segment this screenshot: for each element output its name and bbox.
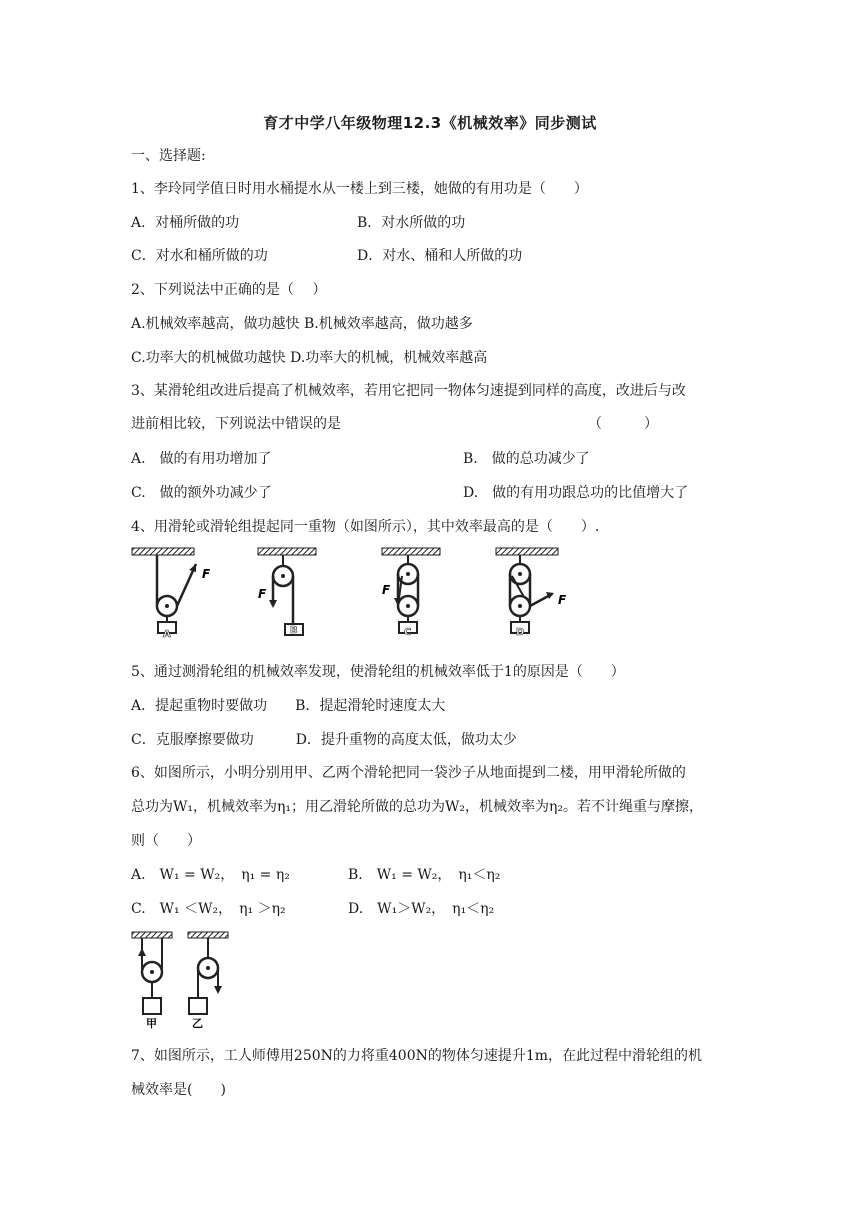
q6-stem-line2: 总功为W₁，机械效率为η₁；用乙滑轮所做的总功为W₂，机械效率为η₂。若不计绳重与摩擦， bbox=[131, 799, 704, 815]
page-title: 育才中学八年级物理12.3《机械效率》同步测试 bbox=[263, 114, 597, 132]
q3-stem-line1: 3、某滑轮组改进后提高了机械效率，若用它把同一物体匀速提到同样的高度，改进后与改 bbox=[131, 383, 686, 399]
q6-figure-jia-label: 甲 bbox=[146, 1017, 157, 1030]
q3-option-d: D. 做的有用功跟总功的比值增大了 bbox=[463, 485, 689, 501]
q2-options-line1: A.机械效率越高，做功越快 B.机械效率越高，做功越多 bbox=[131, 316, 473, 332]
q3-option-a: A. 做的有用功增加了 bbox=[131, 451, 272, 467]
q2-options-line2: C.功率大的机械做功越快 D.功率大的机械，机械效率越高 bbox=[131, 350, 488, 366]
q1-option-b: B．对水所做的功 bbox=[357, 215, 466, 231]
q4-figure-c bbox=[382, 548, 440, 638]
q1-option-c: C．对水和桶所做的功 bbox=[131, 248, 268, 264]
q4-figure-b-label: B bbox=[290, 625, 298, 636]
q6-figure-jia bbox=[132, 932, 172, 1030]
q4-c-force-label: F bbox=[382, 583, 391, 597]
section-heading: 一、选择题: bbox=[131, 148, 206, 164]
q7-stem-line2: 械效率是( ) bbox=[131, 1082, 226, 1098]
q6-option-c: C. W₁ ＜W₂， η₁ ＞η₂ bbox=[131, 901, 286, 917]
q6-option-b: B. W₁ = W₂， η₁＜η₂ bbox=[348, 867, 501, 883]
q5-stem: 5、通过测滑轮组的机械效率发现，使滑轮组的机械效率低于1的原因是（ ） bbox=[131, 664, 625, 680]
q3-option-b: B. 做的总功减少了 bbox=[463, 451, 590, 467]
q4-a-force-label: F bbox=[202, 567, 211, 581]
q3-stem-line2: 进前相比较，下列说法中错误的是 bbox=[131, 416, 341, 432]
q4-figure-d bbox=[496, 548, 567, 638]
q6-option-d: D. W₁＞W₂， η₁＜η₂ bbox=[348, 901, 495, 917]
q7-stem-line1: 7、如图所示，工人师傅用250N的力将重400N的物体匀速提升1m，在此过程中滑轮组的机 bbox=[131, 1048, 703, 1064]
q4-figure-d-label: D bbox=[516, 627, 525, 638]
q6-figure-yi-label: 乙 bbox=[192, 1017, 203, 1030]
q5-options-line2: C．克服摩擦要做功 D．提升重物的高度太低，做功太少 bbox=[131, 732, 517, 748]
q6-stem-line3: 则（ ） bbox=[131, 833, 201, 849]
q4-figure-a bbox=[132, 548, 211, 640]
q4-figure-a-label: A bbox=[163, 629, 171, 640]
q4-b-force-label: F bbox=[258, 587, 267, 601]
q1-option-a: A．对桶所做的功 bbox=[131, 215, 240, 231]
q4-figure-b bbox=[258, 548, 316, 636]
q6-stem-line1: 6、如图所示，小明分别用甲、乙两个滑轮把同一袋沙子从地面提到二楼，用甲滑轮所做的 bbox=[131, 765, 686, 781]
q1-option-d: D．对水、桶和人所做的功 bbox=[357, 248, 523, 264]
q4-d-force-label: F bbox=[558, 593, 567, 607]
q2-stem: 2、下列说法中正确的是（ ） bbox=[131, 282, 327, 298]
q3-answer-paren: （ ） bbox=[588, 416, 658, 432]
q6-pulley-figures bbox=[130, 930, 240, 1030]
q6-figure-yi bbox=[188, 932, 228, 1030]
q6-option-a: A. W₁ = W₂， η₁ = η₂ bbox=[131, 867, 290, 883]
q1-stem: 1、李玲同学值日时用水桶提水从一楼上到三楼，她做的有用功是（ ） bbox=[131, 181, 588, 197]
q5-options-line1: A．提起重物时要做功 B．提起滑轮时速度太大 bbox=[131, 698, 446, 714]
q4-pulley-figures bbox=[130, 546, 570, 638]
q4-figure-c-label: C bbox=[404, 627, 412, 638]
q3-option-c: C. 做的额外功减少了 bbox=[131, 485, 272, 501]
q4-stem: 4、用滑轮或滑轮组提起同一重物（如图所示），其中效率最高的是（ ）. bbox=[131, 519, 600, 535]
